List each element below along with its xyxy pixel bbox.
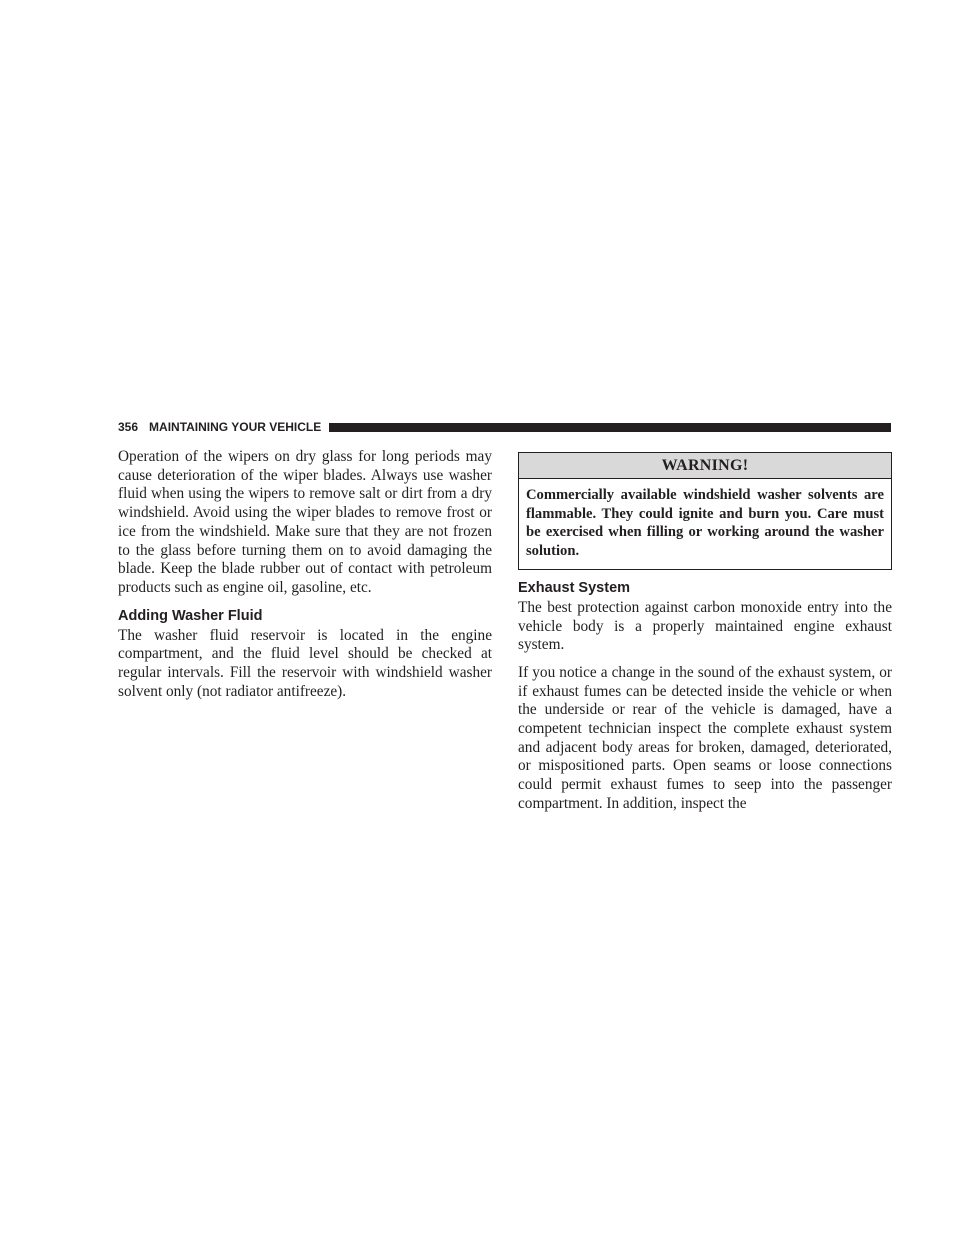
adding-washer-fluid-heading: Adding Washer Fluid bbox=[118, 607, 263, 624]
exhaust-paragraph-1: The best protection against carbon monoxide entry into the vehicle body is a properly maintained engine exhaust system. bbox=[518, 598, 892, 654]
exhaust-system-heading: Exhaust System bbox=[518, 579, 631, 596]
page-number: 356 bbox=[118, 420, 139, 434]
warning-text: Commercially available windshield washer solvents are flammable. They could ignite and burn you. Care must be exercised when filling or working around the washer solution. bbox=[526, 487, 884, 560]
warning-title: WARNING! bbox=[519, 453, 891, 479]
warning-box bbox=[518, 452, 892, 570]
spacer bbox=[518, 570, 892, 579]
header-rule bbox=[329, 423, 891, 432]
exhaust-paragraph-2: If you notice a change in the sound of the exhaust system, or if exhaust fumes can be detected inside the vehicle or when the underside or rear of the vehicle is damaged, have a competent technician inspect the complete exhaust system and adjacent body areas for broken, damaged, deteriorated, or mispositioned parts. Open seams or loose connections could permit exhaust fumes to seep into the passenger compartment. In addition, inspect the bbox=[518, 663, 892, 812]
spacer bbox=[518, 655, 892, 664]
wiper-care-paragraph: Operation of the wipers on dry glass for long periods may cause deterioration of the wiper blades. Always use washer fluid when using the wipers to remove salt or dirt from a dry windshield. Avoid using the wiper blades to remove frost or ice from the windshield. Make sure that they are not frozen to the glass before turning them on to avoid damaging the blade. Keep the blade rubber out of contact with petroleum products such as engine oil, gasoline, etc. bbox=[118, 448, 492, 596]
page-header bbox=[118, 419, 891, 435]
left-column bbox=[118, 448, 492, 701]
washer-fluid-paragraph: The washer fluid reservoir is located in the engine compartment, and the fluid level should be checked at regular intervals. Fill the reservoir with windshield washer solvent only (not radiator antifreeze). bbox=[118, 626, 492, 700]
right-column bbox=[518, 448, 892, 814]
section-title: MAINTAINING YOUR VEHICLE bbox=[149, 420, 322, 434]
